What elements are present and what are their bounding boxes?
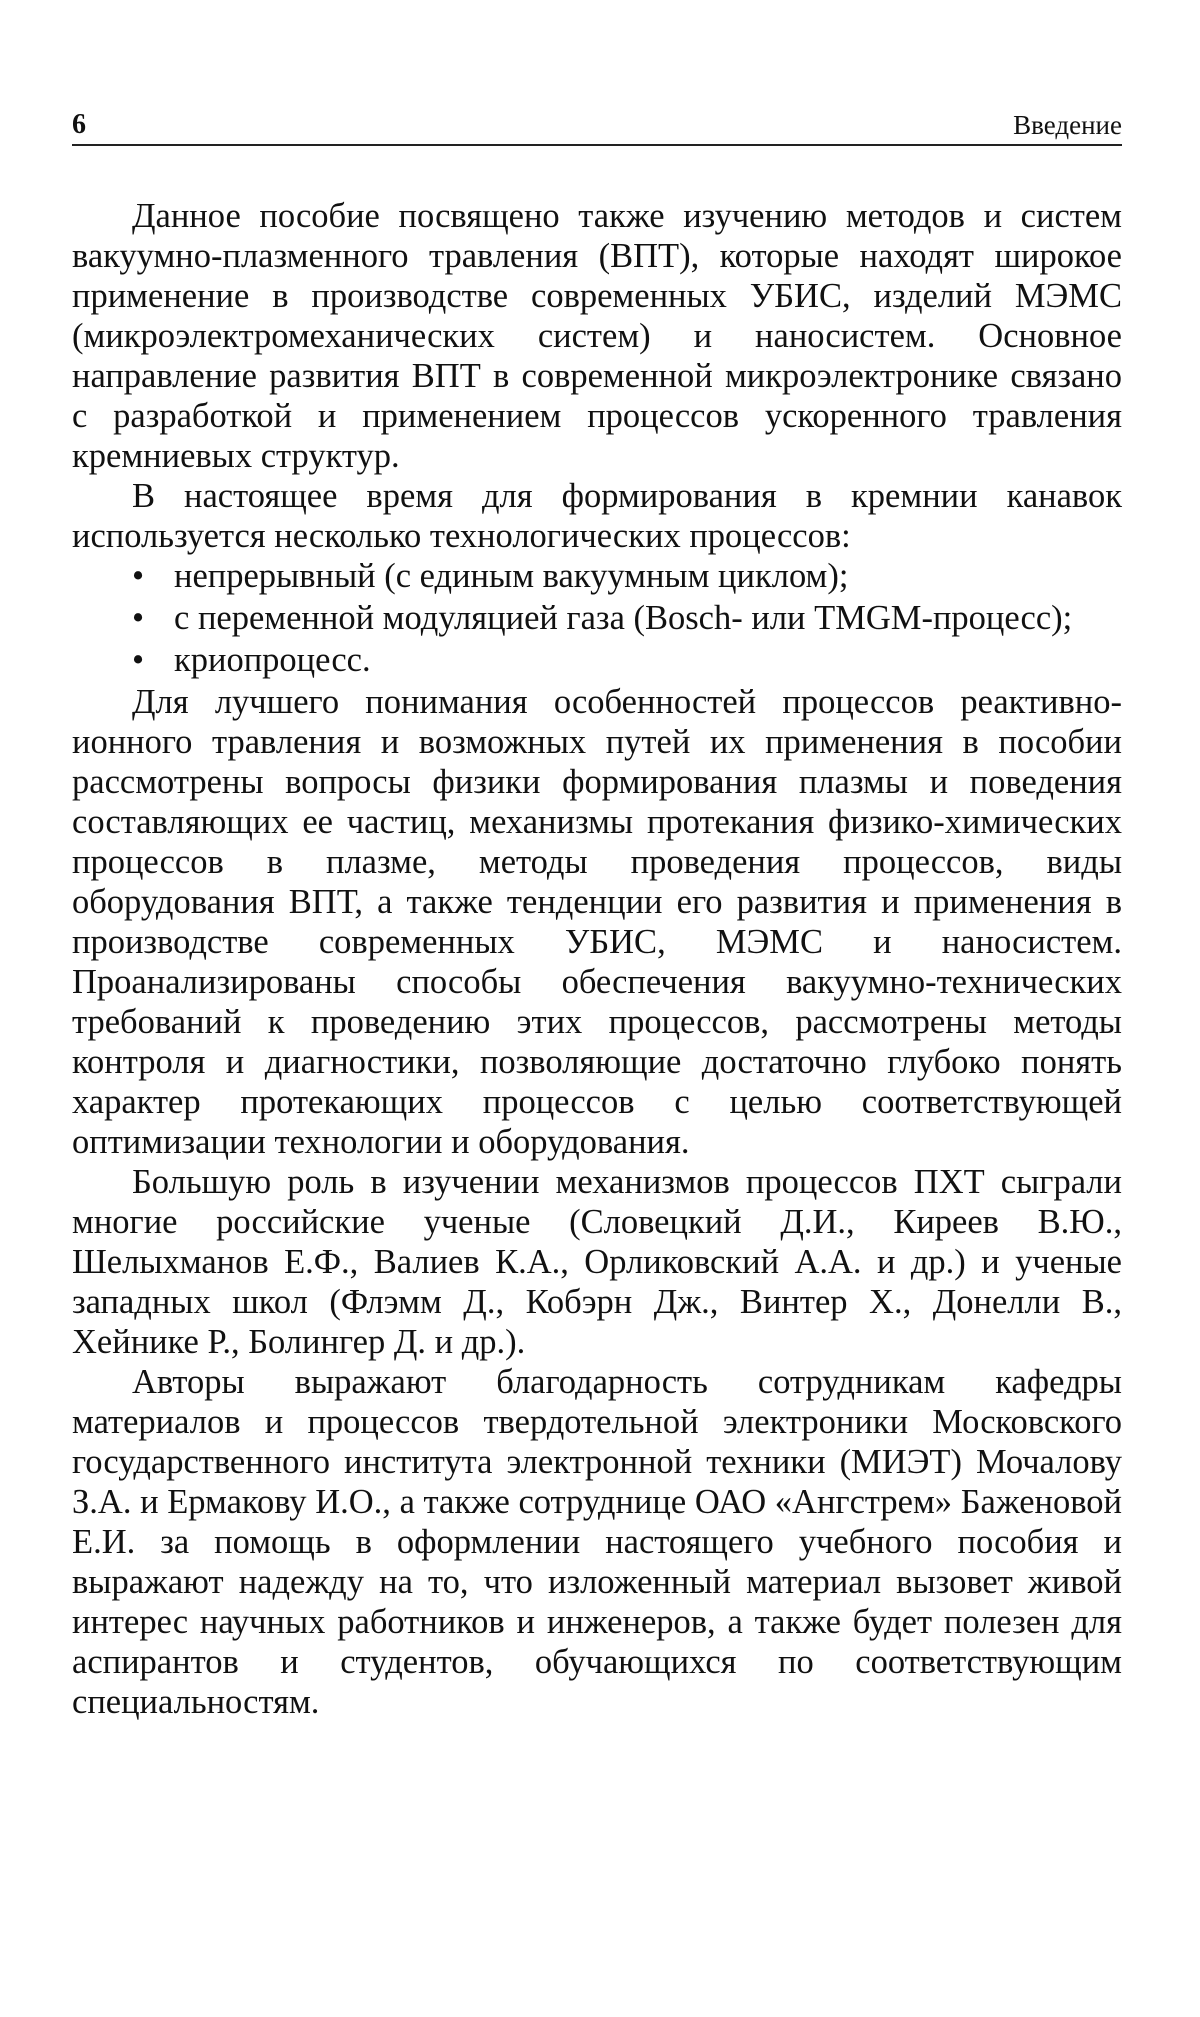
body-text: [72, 196, 1122, 1722]
list-item-text: криопроцесс.: [174, 641, 371, 679]
paragraph: Данное пособие посвящено также изучению методов и систем вакуумно-плазменного травления (ВПТ), которые находят широкое применение в производстве современных УБИС, изделий МЭМС (микроэлектромеханических систем) и наносистем. Основное направление развития ВПТ в современной микроэлектронике связано с разработкой и применением процессов ускоренного травления кремниевых структур.: [72, 197, 1122, 475]
paragraph: В настоящее время для формирования в кремнии канавок используется несколько технологических процессов:: [72, 477, 1122, 555]
list-item: [72, 598, 1122, 638]
list-item: [72, 640, 1122, 680]
list-item: [72, 556, 1122, 596]
bullet-list: [72, 556, 1122, 680]
running-header: [72, 104, 1122, 146]
running-header-title: Введение: [1013, 110, 1122, 140]
list-item-text: непрерывный (с единым вакуумным циклом);: [174, 557, 849, 595]
paragraph: Для лучшего понимания особенностей процессов реактивно-ионного травления и возможных путей их применения в пособии рассмотрены вопросы физики формирования плазмы и поведения составляющих ее частиц, механизмы протекания физико-химических процессов в плазме, методы проведения процессов, виды оборудования ВПТ, а также тенденции его развития и применения в производстве современных УБИС, МЭМС и наносистем. Проанализированы способы обеспечения вакуумно-технических требований к проведению этих процессов, рассмотрены методы контроля и диагностики, позволяющие достаточно глубоко понять характер протекающих процессов с целью соответствующей оптимизации технологии и оборудования.: [72, 683, 1122, 1161]
bullet-icon: •: [132, 599, 145, 637]
list-item-text: с переменной модуляцией газа (Bosch- или TMGM-процесс);: [174, 599, 1073, 637]
paragraph: Большую роль в изучении механизмов процессов ПХТ сыграли многие российские ученые (Словецкий Д.И., Киреев В.Ю., Шелыхманов Е.Ф., Валиев К.А., Орликовский А.А. и др.) и ученые западных школ (Флэмм Д., Кобэрн Дж., Винтер Х., Донелли В., Хейнике Р., Болингер Д. и др.).: [72, 1163, 1122, 1361]
bullet-icon: •: [132, 641, 145, 679]
page-number: 6: [72, 109, 86, 140]
bullet-icon: •: [132, 557, 145, 595]
paragraph: Авторы выражают благодарность сотрудникам кафедры материалов и процессов твердотельной электроники Московского государственного института электронной техники (МИЭТ) Мочалову З.А. и Ермакову И.О., а также сотруднице ОАО «Ангстрем» Баженовой Е.И. за помощь в оформлении настоящего учебного пособия и выражают надежду на то, что изложенный материал вызовет живой интерес научных работников и инженеров, а также будет полезен для аспирантов и студентов, обучающихся по соответствующим специальностям.: [72, 1363, 1122, 1721]
